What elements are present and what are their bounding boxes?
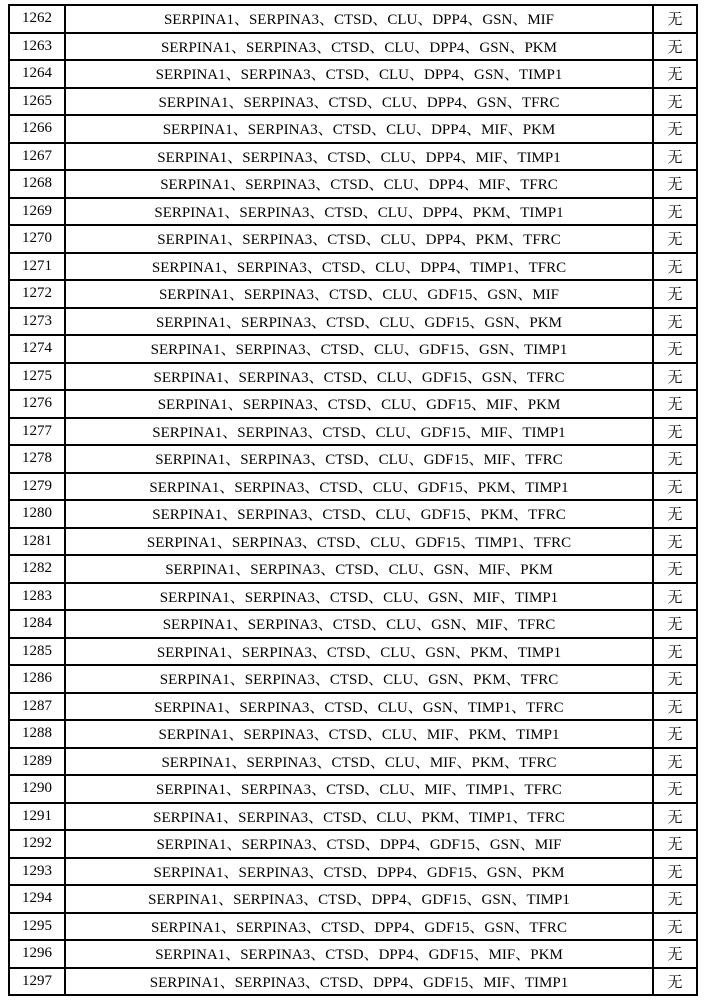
- row-index-cell: 1275: [9, 363, 65, 391]
- note-cell: 无: [653, 253, 697, 281]
- table-row: [9, 830, 697, 858]
- table-row: [9, 720, 697, 748]
- genes-cell: SERPINA1、SERPINA3、CTSD、DPP4、GDF15、MIF、PKM: [65, 940, 653, 968]
- row-index-cell: 1292: [9, 830, 65, 858]
- row-index-cell: 1266: [9, 115, 65, 143]
- table-row: [9, 390, 697, 418]
- table-row: [9, 280, 697, 308]
- note-cell: 无: [653, 858, 697, 886]
- genes-cell: SERPINA1、SERPINA3、CTSD、DPP4、GDF15、GSN、TFRC: [65, 913, 653, 941]
- genes-cell: SERPINA1、SERPINA3、CTSD、CLU、DPP4、TIMP1、TFRC: [65, 253, 653, 281]
- table-row: [9, 5, 697, 33]
- row-index-cell: 1263: [9, 33, 65, 61]
- genes-cell: SERPINA1、SERPINA3、CTSD、CLU、GDF15、GSN、PKM: [65, 308, 653, 336]
- genes-cell: SERPINA1、SERPINA3、CTSD、DPP4、GDF15、GSN、PKM: [65, 858, 653, 886]
- table-row: [9, 418, 697, 446]
- row-index-cell: 1289: [9, 748, 65, 776]
- table-row: [9, 665, 697, 693]
- row-index-cell: 1280: [9, 500, 65, 528]
- row-index-cell: 1264: [9, 60, 65, 88]
- genes-cell: SERPINA1、SERPINA3、CTSD、CLU、PKM、TIMP1、TFRC: [65, 803, 653, 831]
- row-index-cell: 1288: [9, 720, 65, 748]
- note-cell: 无: [653, 968, 697, 996]
- row-index-cell: 1274: [9, 335, 65, 363]
- table-row: [9, 775, 697, 803]
- row-index-cell: 1273: [9, 308, 65, 336]
- note-cell: 无: [653, 88, 697, 116]
- genes-cell: SERPINA1、SERPINA3、CTSD、CLU、GDF15、PKM、TFRC: [65, 500, 653, 528]
- genes-cell: SERPINA1、SERPINA3、CTSD、CLU、DPP4、PKM、TFRC: [65, 225, 653, 253]
- table-row: [9, 748, 697, 776]
- table-row: [9, 225, 697, 253]
- row-index-cell: 1269: [9, 198, 65, 226]
- note-cell: 无: [653, 610, 697, 638]
- genes-cell: SERPINA1、SERPINA3、CTSD、DPP4、GDF15、GSN、TIMP1: [65, 885, 653, 913]
- row-index-cell: 1281: [9, 528, 65, 556]
- row-index-cell: 1282: [9, 555, 65, 583]
- row-index-cell: 1286: [9, 665, 65, 693]
- note-cell: 无: [653, 500, 697, 528]
- genes-cell: SERPINA1、SERPINA3、CTSD、CLU、GDF15、GSN、TFRC: [65, 363, 653, 391]
- row-index-cell: 1290: [9, 775, 65, 803]
- note-cell: 无: [653, 830, 697, 858]
- row-index-cell: 1265: [9, 88, 65, 116]
- row-index-cell: 1262: [9, 5, 65, 33]
- table-row: [9, 638, 697, 666]
- row-index-cell: 1272: [9, 280, 65, 308]
- note-cell: 无: [653, 308, 697, 336]
- genes-cell: SERPINA1、SERPINA3、CTSD、CLU、GDF15、TIMP1、TFRC: [65, 528, 653, 556]
- row-index-cell: 1296: [9, 940, 65, 968]
- genes-cell: SERPINA1、SERPINA3、CTSD、CLU、GSN、PKM、TFRC: [65, 665, 653, 693]
- row-index-cell: 1278: [9, 445, 65, 473]
- note-cell: 无: [653, 693, 697, 721]
- genes-cell: SERPINA1、SERPINA3、CTSD、CLU、DPP4、MIF、PKM: [65, 115, 653, 143]
- table-row: [9, 170, 697, 198]
- row-index-cell: 1279: [9, 473, 65, 501]
- note-cell: 无: [653, 5, 697, 33]
- row-index-cell: 1285: [9, 638, 65, 666]
- note-cell: 无: [653, 280, 697, 308]
- table-row: [9, 940, 697, 968]
- note-cell: 无: [653, 720, 697, 748]
- note-cell: 无: [653, 225, 697, 253]
- table-row: [9, 308, 697, 336]
- genes-cell: SERPINA1、SERPINA3、CTSD、CLU、GSN、MIF、TFRC: [65, 610, 653, 638]
- note-cell: 无: [653, 638, 697, 666]
- genes-cell: SERPINA1、SERPINA3、CTSD、CLU、DPP4、GSN、TFRC: [65, 88, 653, 116]
- table-row: [9, 445, 697, 473]
- table-row: [9, 143, 697, 171]
- note-cell: 无: [653, 390, 697, 418]
- genes-cell: SERPINA1、SERPINA3、CTSD、CLU、GDF15、GSN、TIMP1: [65, 335, 653, 363]
- table-row: [9, 253, 697, 281]
- table-row: [9, 555, 697, 583]
- table-row: [9, 693, 697, 721]
- note-cell: 无: [653, 665, 697, 693]
- table-row: [9, 115, 697, 143]
- genes-cell: SERPINA1、SERPINA3、CTSD、CLU、DPP4、GSN、MIF: [65, 5, 653, 33]
- table-row: [9, 583, 697, 611]
- note-cell: 无: [653, 555, 697, 583]
- row-index-cell: 1268: [9, 170, 65, 198]
- table-row: [9, 335, 697, 363]
- note-cell: 无: [653, 913, 697, 941]
- patent-table: [8, 4, 698, 996]
- genes-cell: SERPINA1、SERPINA3、CTSD、CLU、DPP4、GSN、PKM: [65, 33, 653, 61]
- row-index-cell: 1291: [9, 803, 65, 831]
- row-index-cell: 1287: [9, 693, 65, 721]
- genes-cell: SERPINA1、SERPINA3、CTSD、CLU、DPP4、MIF、TIMP1: [65, 143, 653, 171]
- note-cell: 无: [653, 940, 697, 968]
- row-index-cell: 1294: [9, 885, 65, 913]
- table-row: [9, 473, 697, 501]
- row-index-cell: 1283: [9, 583, 65, 611]
- note-cell: 无: [653, 170, 697, 198]
- note-cell: 无: [653, 803, 697, 831]
- genes-cell: SERPINA1、SERPINA3、CTSD、CLU、MIF、PKM、TIMP1: [65, 720, 653, 748]
- note-cell: 无: [653, 60, 697, 88]
- row-index-cell: 1277: [9, 418, 65, 446]
- note-cell: 无: [653, 198, 697, 226]
- genes-cell: SERPINA1、SERPINA3、CTSD、CLU、GDF15、MIF、TFRC: [65, 445, 653, 473]
- row-index-cell: 1284: [9, 610, 65, 638]
- genes-cell: SERPINA1、SERPINA3、CTSD、CLU、GDF15、GSN、MIF: [65, 280, 653, 308]
- note-cell: 无: [653, 445, 697, 473]
- row-index-cell: 1271: [9, 253, 65, 281]
- note-cell: 无: [653, 115, 697, 143]
- table-row: [9, 803, 697, 831]
- table-row: [9, 858, 697, 886]
- genes-cell: SERPINA1、SERPINA3、CTSD、DPP4、GDF15、GSN、MIF: [65, 830, 653, 858]
- table-row: [9, 968, 697, 996]
- note-cell: 无: [653, 583, 697, 611]
- genes-cell: SERPINA1、SERPINA3、CTSD、DPP4、GDF15、MIF、TIMP1: [65, 968, 653, 996]
- note-cell: 无: [653, 473, 697, 501]
- row-index-cell: 1276: [9, 390, 65, 418]
- table-row: [9, 60, 697, 88]
- row-index-cell: 1267: [9, 143, 65, 171]
- genes-cell: SERPINA1、SERPINA3、CTSD、CLU、GSN、MIF、PKM: [65, 555, 653, 583]
- table-row: [9, 528, 697, 556]
- genes-cell: SERPINA1、SERPINA3、CTSD、CLU、GSN、PKM、TIMP1: [65, 638, 653, 666]
- table-row: [9, 500, 697, 528]
- table-row: [9, 913, 697, 941]
- genes-cell: SERPINA1、SERPINA3、CTSD、CLU、DPP4、MIF、TFRC: [65, 170, 653, 198]
- genes-cell: SERPINA1、SERPINA3、CTSD、CLU、GSN、TIMP1、TFRC: [65, 693, 653, 721]
- table-row: [9, 885, 697, 913]
- genes-cell: SERPINA1、SERPINA3、CTSD、CLU、GDF15、MIF、PKM: [65, 390, 653, 418]
- genes-cell: SERPINA1、SERPINA3、CTSD、CLU、DPP4、PKM、TIMP1: [65, 198, 653, 226]
- note-cell: 无: [653, 335, 697, 363]
- note-cell: 无: [653, 418, 697, 446]
- genes-cell: SERPINA1、SERPINA3、CTSD、CLU、MIF、PKM、TFRC: [65, 748, 653, 776]
- table-row: [9, 88, 697, 116]
- genes-cell: SERPINA1、SERPINA3、CTSD、CLU、GDF15、PKM、TIMP1: [65, 473, 653, 501]
- document-page: [8, 4, 698, 996]
- note-cell: 无: [653, 363, 697, 391]
- table-row: [9, 198, 697, 226]
- note-cell: 无: [653, 33, 697, 61]
- table-row: [9, 610, 697, 638]
- note-cell: 无: [653, 885, 697, 913]
- table-body: [9, 5, 697, 995]
- table-row: [9, 363, 697, 391]
- note-cell: 无: [653, 528, 697, 556]
- note-cell: 无: [653, 143, 697, 171]
- genes-cell: SERPINA1、SERPINA3、CTSD、CLU、MIF、TIMP1、TFRC: [65, 775, 653, 803]
- row-index-cell: 1297: [9, 968, 65, 996]
- row-index-cell: 1270: [9, 225, 65, 253]
- genes-cell: SERPINA1、SERPINA3、CTSD、CLU、GSN、MIF、TIMP1: [65, 583, 653, 611]
- row-index-cell: 1293: [9, 858, 65, 886]
- note-cell: 无: [653, 775, 697, 803]
- note-cell: 无: [653, 748, 697, 776]
- genes-cell: SERPINA1、SERPINA3、CTSD、CLU、GDF15、MIF、TIMP1: [65, 418, 653, 446]
- table-row: [9, 33, 697, 61]
- genes-cell: SERPINA1、SERPINA3、CTSD、CLU、DPP4、GSN、TIMP1: [65, 60, 653, 88]
- row-index-cell: 1295: [9, 913, 65, 941]
